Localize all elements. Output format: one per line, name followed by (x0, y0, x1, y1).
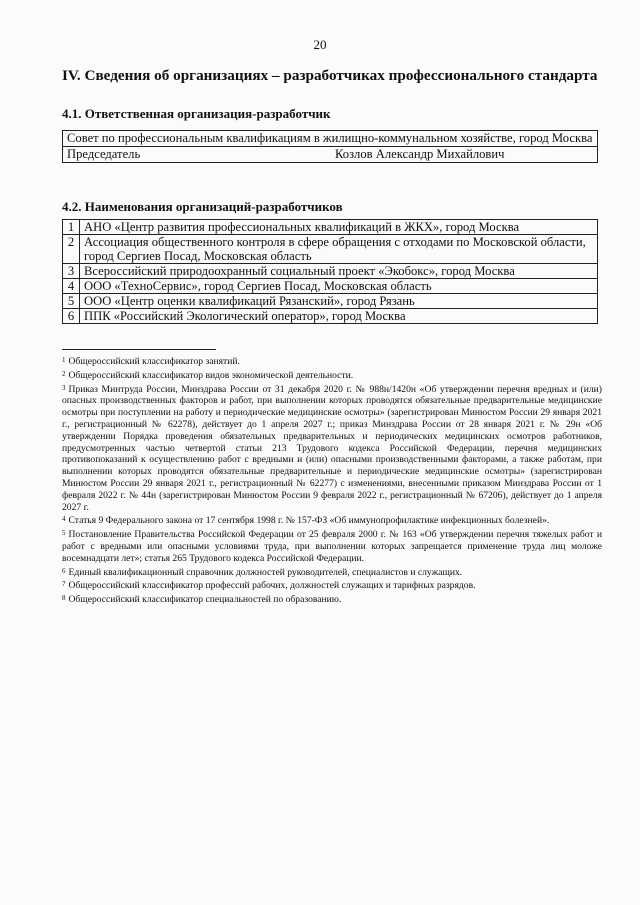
table-row (63, 220, 598, 235)
page-number: 20 (313, 37, 327, 52)
row-number: 1 (63, 220, 80, 235)
footnote-text: Общероссийский классификатор специальностей по образованию. (68, 594, 342, 606)
row-number: 4 (63, 279, 80, 294)
footnote-text: Общероссийский классификатор профессий рабочих, должностей служащих и тарифных разрядов. (68, 580, 476, 592)
developer-org-name: Ассоциация общественного контроля в сфере обращения с отходами по Московской области, город Сергиев Посад, Московская область (80, 235, 598, 264)
developer-org-name: ООО «Центр оценки квалификаций Рязанский», город Рязань (80, 294, 598, 309)
footnote (62, 593, 602, 606)
responsible-position: Председатель (67, 147, 141, 161)
table-row (63, 279, 598, 294)
footnote (62, 579, 602, 592)
responsible-org-name: Совет по профессиональным квалификациям в жилищно-коммунальном хозяйстве, город Москва (63, 131, 598, 147)
table-row (63, 294, 598, 309)
footnote (62, 383, 602, 514)
table-row (63, 264, 598, 279)
row-number: 3 (63, 264, 80, 279)
footnote-number: 6 (62, 566, 66, 575)
developer-org-name: ППК «Российский Экологический оператор», город Москва (80, 309, 598, 324)
footnote-divider (62, 349, 216, 350)
footnote-text: Приказ Минтруда России, Минздрава России от 31 декабря 2020 г. № 988н/1420н «Об утверждении перечня вредных и (или) опасных производственных факторов и работ, при выполнении которых проводятся обязательные предварительные медицинские осмотры при поступлении на работу и периодические медицинские осмотры» (зарегистрирован Минюстом России 29 января 2021 г., регистрационный № 62278), действует до 1 апреля 2027 г.; приказ Минздрава России от 28 января 2021 г. № 29н «Об утверждении Порядка проведения обязательных предварительных и периодических медицинских осмотров работников, предусмотренных частью четвертой статьи 213 Трудового кодекса Российской Федерации, перечня медицинских противопоказаний к осуществлению работ с вредными и (или) опасными производственными факторами, а также работам, при выполнении которых проводятся обязательные предварительные и периодические медицинские осмотры» (зарегистрирован Минюстом России 29 января 2021 г., регистрационный № 62277) с изменениями, внесенными приказом Минздрава России от 1 февраля 2022 г. № 44н (зарегистрирован Минюстом России 9 февраля 2022 г., регистрационный № 67206), действует до 1 апреля 2027 г. (62, 383, 602, 513)
footnote-text: Общероссийский классификатор занятий. (68, 356, 240, 367)
responsible-person: Козлов Александр Михайлович (335, 147, 505, 161)
footnote-number: 7 (62, 580, 66, 589)
footnote-text: Статья 9 Федерального закона от 17 сентября 1998 г. № 157-ФЗ «Об иммунопрофилактике инфекционных болезней». (68, 515, 550, 527)
footnote (62, 355, 602, 368)
table-row (63, 131, 598, 147)
footnote-number: 2 (62, 369, 66, 378)
footnote (62, 566, 602, 579)
responsible-org-title: 4.1. Ответственная организация-разработчик (62, 106, 331, 121)
footnote (62, 514, 602, 527)
responsible-person-cell (63, 147, 598, 163)
row-number: 5 (63, 294, 80, 309)
footnote (62, 369, 602, 382)
developer-org-name: ООО «ТехноСервис», город Сергиев Посад, Московская область (80, 279, 598, 294)
footnote-number: 3 (62, 383, 66, 392)
footnotes (62, 349, 602, 607)
footnote-text: Единый квалификационный справочник должностей руководителей, специалистов и служащих. (68, 566, 463, 578)
row-number: 2 (63, 235, 80, 264)
developer-orgs-table (62, 219, 598, 324)
table-row (63, 147, 598, 163)
footnote-text: Общероссийский классификатор видов экономической деятельности. (68, 369, 354, 381)
footnote-number: 1 (62, 356, 66, 364)
section-title: IV. Сведения об организациях – разработчиках профессионального стандарта (62, 67, 598, 84)
footnote (62, 528, 602, 564)
responsible-org-table (62, 130, 598, 163)
developer-orgs-title: 4.2. Наименования организаций-разработчиков (62, 199, 343, 214)
footnote-number: 5 (62, 529, 66, 538)
footnote-text: Постановление Правительства Российской Федерации от 25 февраля 2000 г. № 163 «Об утверждении перечня тяжелых работ и работ с вредными или опасными условиями труда, при выполнении которых запрещается применение труда лиц моложе восемнадцати лет»; статья 265 Трудового кодекса Российской Федерации. (62, 529, 602, 564)
developer-org-name: АНО «Центр развития профессиональных квалификаций в ЖКХ», город Москва (80, 220, 598, 235)
developer-org-name: Всероссийский природоохранный социальный проект «Экобокс», город Москва (80, 264, 598, 279)
footnote-number: 4 (62, 515, 66, 524)
table-row (63, 235, 598, 264)
table-row (63, 309, 598, 324)
footnote-number: 8 (62, 594, 66, 603)
row-number: 6 (63, 309, 80, 324)
